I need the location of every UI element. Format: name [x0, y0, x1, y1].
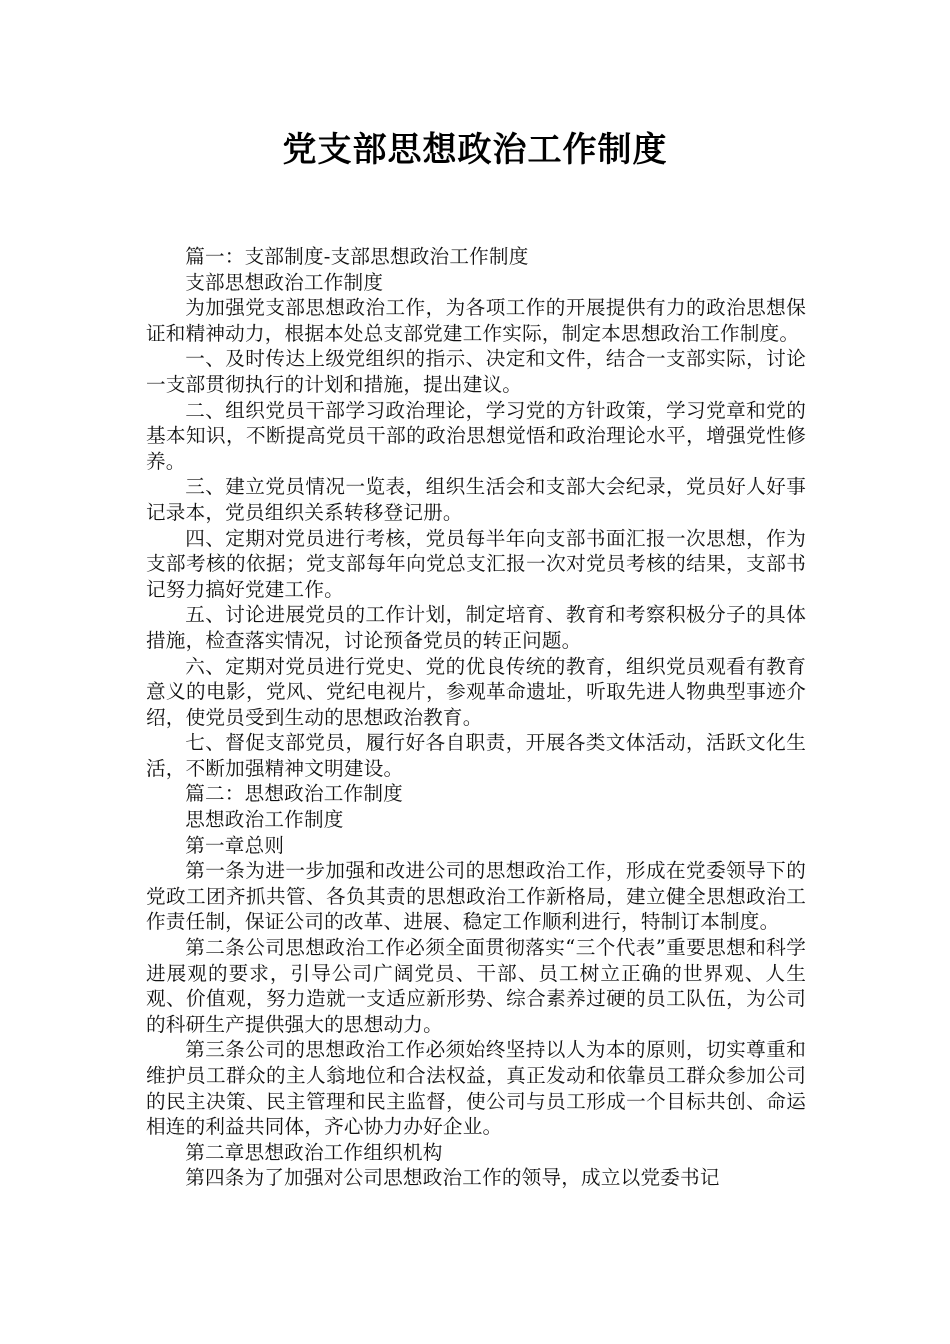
paragraph-part1-subtitle: 支部思想政治工作制度 — [185, 270, 384, 294]
document-body — [146, 244, 806, 1191]
paragraph-part2-heading: 篇二：思想政治工作制度 — [185, 782, 403, 806]
paragraph-article-3: 第三条公司的思想政治工作必须始终坚持以人为本的原则，切实尊重和维护员工群众的主人翁地位和合法权益，真正发动和依靠员工群众参加公司的民主决策、民主管理和民主监督，使公司与员工形成一个目标共创、命运相连的利益共同体，齐心协力办好企业。 — [146, 1038, 806, 1139]
document-title: 党支部思想政治工作制度 — [282, 130, 668, 170]
paragraph-part2-subtitle: 思想政治工作制度 — [185, 808, 344, 832]
paragraph-article-2: 第二条公司思想政治工作必须全面贯彻落实“三个代表”重要思想和科学进展观的要求，引导公司广阔党员、干部、员工树立正确的世界观、人生观、价值观，努力造就一支适应新形势、综合素养过硬的员工队伍，为公司的科研生产提供强大的思想动力。 — [146, 936, 806, 1036]
paragraph-part1-heading: 篇一：支部制度-支部思想政治工作制度 — [185, 245, 529, 268]
paragraph-item-6: 六、定期对党员进行党史、党的优良传统的教育，组织党员观看有教育意义的电影，党风、党纪电视片，参观革命遗址，听取先进人物典型事迹介绍，使党员受到生动的思想政治教育。 — [146, 654, 806, 729]
paragraph-item-3: 三、建立党员情况一览表，组织生活会和支部大会纪录，党员好人好事记录本，党员组织关系转移登记册。 — [146, 475, 806, 524]
paragraph-chapter-2-heading: 第二章思想政治工作组织机构 — [185, 1140, 443, 1164]
paragraph-item-4: 四、定期对党员进行考核，党员每半年向支部书面汇报一次思想，作为支部考核的依据；党支部每年向党总支汇报一次对党员考核的结果，支部书记努力搞好党建工作。 — [146, 526, 806, 601]
paragraph-article-1: 第一条为进一步加强和改进公司的思想政治工作，形成在党委领导下的党政工团齐抓共管、各负其责的思想政治工作新格局，建立健全思想政治工作责任制，保证公司的改革、进展、稳定工作顺利进行，特制订本制度。 — [146, 859, 806, 934]
paragraph-item-5: 五、讨论进展党员的工作计划，制定培育、教育和考察积极分子的具体措施，检查落实情况，讨论预备党员的转正问题。 — [146, 603, 806, 652]
paragraph-item-7: 七、督促支部党员，履行好各自职责，开展各类文体活动，活跃文化生活，不断加强精神文明建设。 — [146, 731, 806, 780]
paragraph-intro: 为加强党支部思想政治工作，为各项工作的开展提供有力的政治思想保证和精神动力，根据本处总支部党建工作实际，制定本思想政治工作制度。 — [146, 296, 806, 345]
paragraph-article-4: 第四条为了加强对公司思想政治工作的领导，成立以党委书记 — [185, 1166, 720, 1190]
paragraph-item-1: 一、及时传达上级党组织的指示、决定和文件，结合一支部实际，讨论一支部贯彻执行的计划和措施，提出建议。 — [146, 347, 806, 396]
paragraph-chapter-1-heading: 第一章总则 — [185, 833, 285, 857]
paragraph-item-2: 二、组织党员干部学习政治理论，学习党的方针政策，学习党章和党的基本知识，不断提高党员干部的政治思想觉悟和政治理论水平，增强党性修养。 — [146, 398, 806, 473]
